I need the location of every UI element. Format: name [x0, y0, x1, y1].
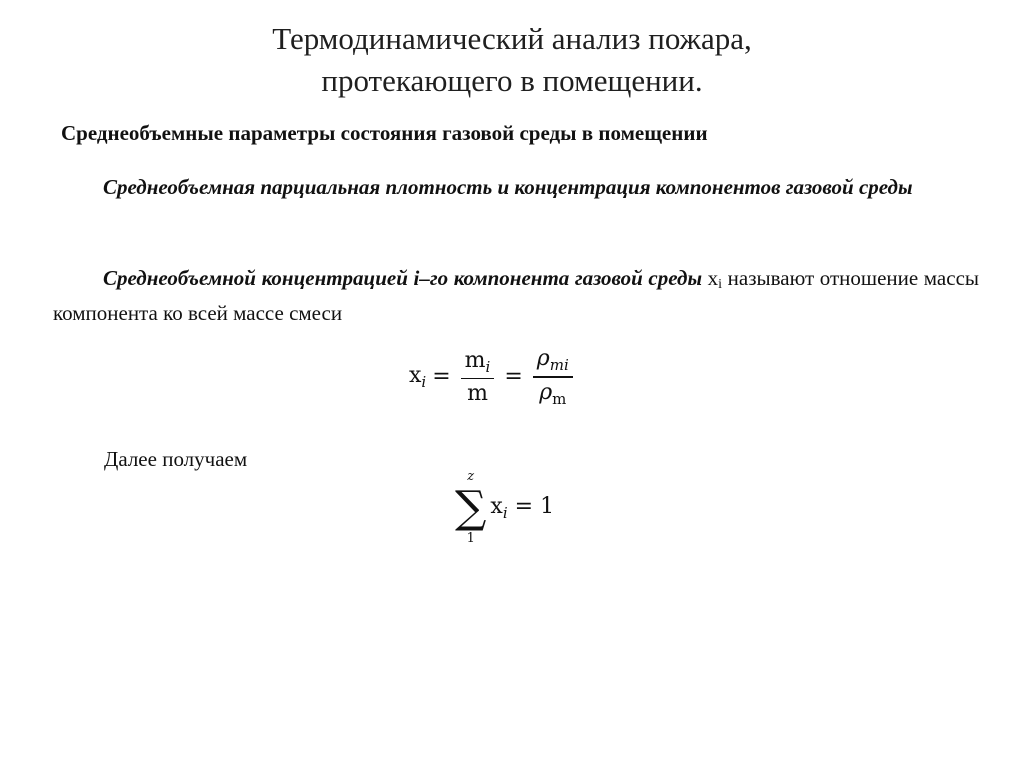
concentration-symbol: $x_i$	[707, 266, 723, 292]
title-line-2: протекающего в помещении.	[321, 63, 703, 98]
formula1-equals-2: =	[504, 364, 523, 390]
sigma-symbol: ∑	[455, 482, 487, 533]
mass-fraction-denominator: m	[467, 381, 488, 406]
density-fraction-numerator: $\rho_{mi}$	[536, 346, 569, 374]
sum-formula	[455, 470, 554, 546]
density-fraction-denominator: $\rho_m$	[539, 379, 567, 408]
mass-fraction-numerator: $m_i$	[464, 347, 491, 376]
paragraph-concentration-definition	[53, 264, 979, 328]
mass-fraction	[461, 348, 495, 407]
concentration-formula	[409, 346, 577, 408]
density-fraction	[533, 346, 573, 408]
summation	[455, 470, 486, 546]
sum-upper-limit: z	[467, 469, 475, 484]
sum-body: $x_i = 1$	[490, 494, 555, 522]
title-line-1: Термодинамический анализ пожара,	[272, 21, 752, 56]
slide-title	[0, 18, 1024, 102]
section-heading: Среднеобъемные параметры состояния газовой среды в помещении	[61, 121, 708, 145]
sum-rhs: = 1	[514, 494, 555, 519]
formula1-lhs: $x_i$	[409, 362, 427, 391]
sum-lower-limit: 1	[466, 531, 475, 546]
paragraph-partial-density	[53, 173, 979, 202]
definition-text: называют отношение массы компонента ко всей массе смеси	[53, 266, 979, 325]
after-text: Далее получаем	[104, 447, 248, 471]
formula1-equals-1: =	[432, 364, 451, 390]
partial-density-heading: Среднеобъемная парциальная плотность и концентрация компонентов газовой среды	[103, 175, 913, 199]
concentration-term: Среднеобъемной концентрацией i–го компонента газовой среды	[103, 266, 703, 290]
